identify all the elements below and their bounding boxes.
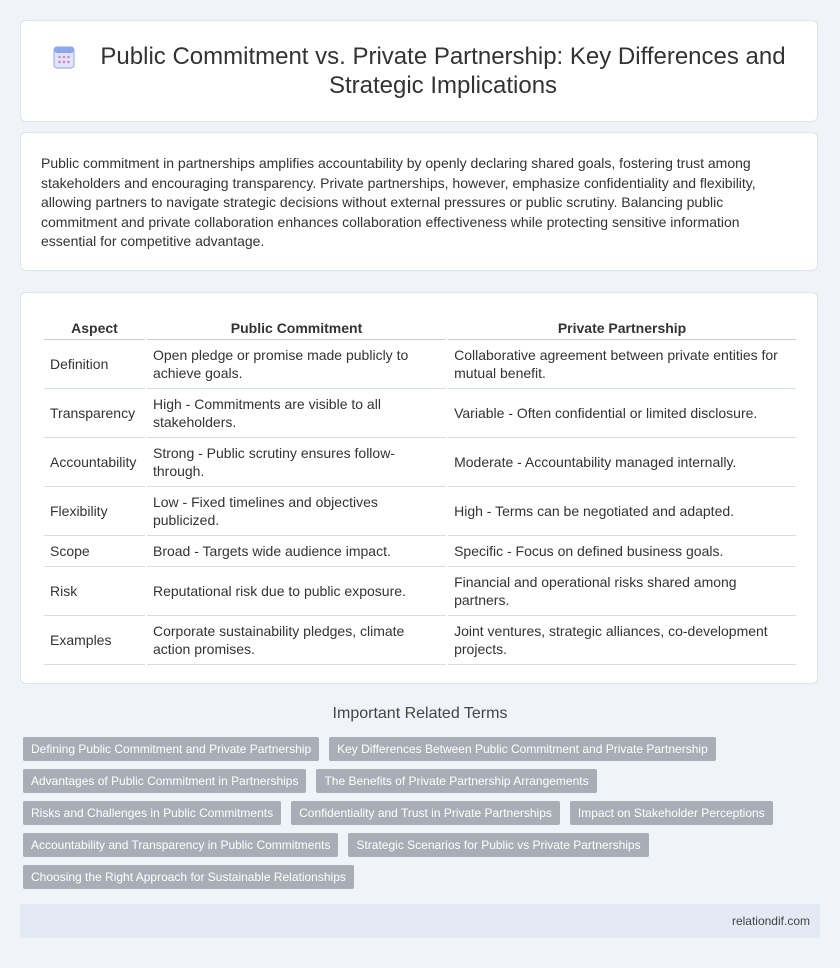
- table-row: [44, 567, 796, 616]
- related-term-tag[interactable]: Choosing the Right Approach for Sustainable Relationships: [23, 865, 354, 889]
- intro-paragraph: Public commitment in partnerships amplifies accountability by openly declaring shared goals, fostering trust among stakeholders and encouraging transparency. Private partnerships, however, emphasize confidentiality and flexibility, allowing partners to navigate strategic decisions without external pressures or public scrutiny. Balancing public commitment and private collaboration enhances collaboration effectiveness while protecting sensitive information essential for competitive advantage.: [41, 155, 756, 249]
- table-row: [44, 438, 796, 487]
- aspect-cell: Risk: [44, 567, 145, 616]
- title-card: [20, 20, 818, 122]
- related-term-tag[interactable]: Risks and Challenges in Public Commitments: [23, 801, 281, 825]
- intro-card: [20, 132, 818, 271]
- aspect-cell: Transparency: [44, 389, 145, 438]
- table-row: [44, 389, 796, 438]
- public-cell: Open pledge or promise made publicly to achieve goals.: [147, 340, 446, 389]
- related-term-tag[interactable]: Key Differences Between Public Commitment and Private Partnership: [329, 737, 716, 761]
- related-terms-title: Important Related Terms: [332, 705, 508, 722]
- private-cell: Variable - Often confidential or limited disclosure.: [448, 389, 796, 438]
- table-row: [44, 616, 796, 665]
- related-term-tag[interactable]: Accountability and Transparency in Public Commitments: [23, 833, 338, 857]
- aspect-cell: Accountability: [44, 438, 145, 487]
- private-cell: Moderate - Accountability managed internally.: [448, 438, 796, 487]
- private-cell: Specific - Focus on defined business goals.: [448, 536, 796, 567]
- related-term-tag[interactable]: The Benefits of Private Partnership Arrangements: [316, 769, 596, 793]
- page-title: Public Commitment vs. Private Partnership: Key Differences and Strategic Implications: [100, 43, 786, 99]
- related-term-tag[interactable]: Confidentiality and Trust in Private Partnerships: [291, 801, 560, 825]
- public-cell: Broad - Targets wide audience impact.: [147, 536, 446, 567]
- table-row: [44, 536, 796, 567]
- public-cell: Low - Fixed timelines and objectives publicized.: [147, 487, 446, 536]
- comparison-table: [42, 313, 798, 665]
- private-cell: Joint ventures, strategic alliances, co-development projects.: [448, 616, 796, 665]
- table-header-row: [44, 313, 796, 340]
- private-cell: Financial and operational risks shared among partners.: [448, 567, 796, 616]
- public-cell: Reputational risk due to public exposure.: [147, 567, 446, 616]
- table-row: [44, 340, 796, 389]
- aspect-cell: Definition: [44, 340, 145, 389]
- document-icon: [51, 44, 77, 70]
- public-cell: Corporate sustainability pledges, climate action promises.: [147, 616, 446, 665]
- site-name[interactable]: relationdif.com: [731, 914, 810, 928]
- public-cell: Strong - Public scrutiny ensures follow-through.: [147, 438, 446, 487]
- aspect-cell: Scope: [44, 536, 145, 567]
- private-cell: High - Terms can be negotiated and adapted.: [448, 487, 796, 536]
- related-terms-list: [23, 737, 803, 897]
- comparison-card: [20, 292, 818, 684]
- header-private-partnership: Private Partnership: [448, 313, 796, 340]
- private-cell: Collaborative agreement between private entities for mutual benefit.: [448, 340, 796, 389]
- public-cell: High - Commitments are visible to all stakeholders.: [147, 389, 446, 438]
- header-aspect: Aspect: [44, 313, 145, 340]
- related-term-tag[interactable]: Impact on Stakeholder Perceptions: [570, 801, 773, 825]
- table-row: [44, 487, 796, 536]
- related-term-tag[interactable]: Advantages of Public Commitment in Partnerships: [23, 769, 306, 793]
- related-term-tag[interactable]: Defining Public Commitment and Private Partnership: [23, 737, 319, 761]
- footer: [20, 904, 820, 938]
- header-public-commitment: Public Commitment: [147, 313, 446, 340]
- related-term-tag[interactable]: Strategic Scenarios for Public vs Private Partnerships: [348, 833, 648, 857]
- aspect-cell: Examples: [44, 616, 145, 665]
- aspect-cell: Flexibility: [44, 487, 145, 536]
